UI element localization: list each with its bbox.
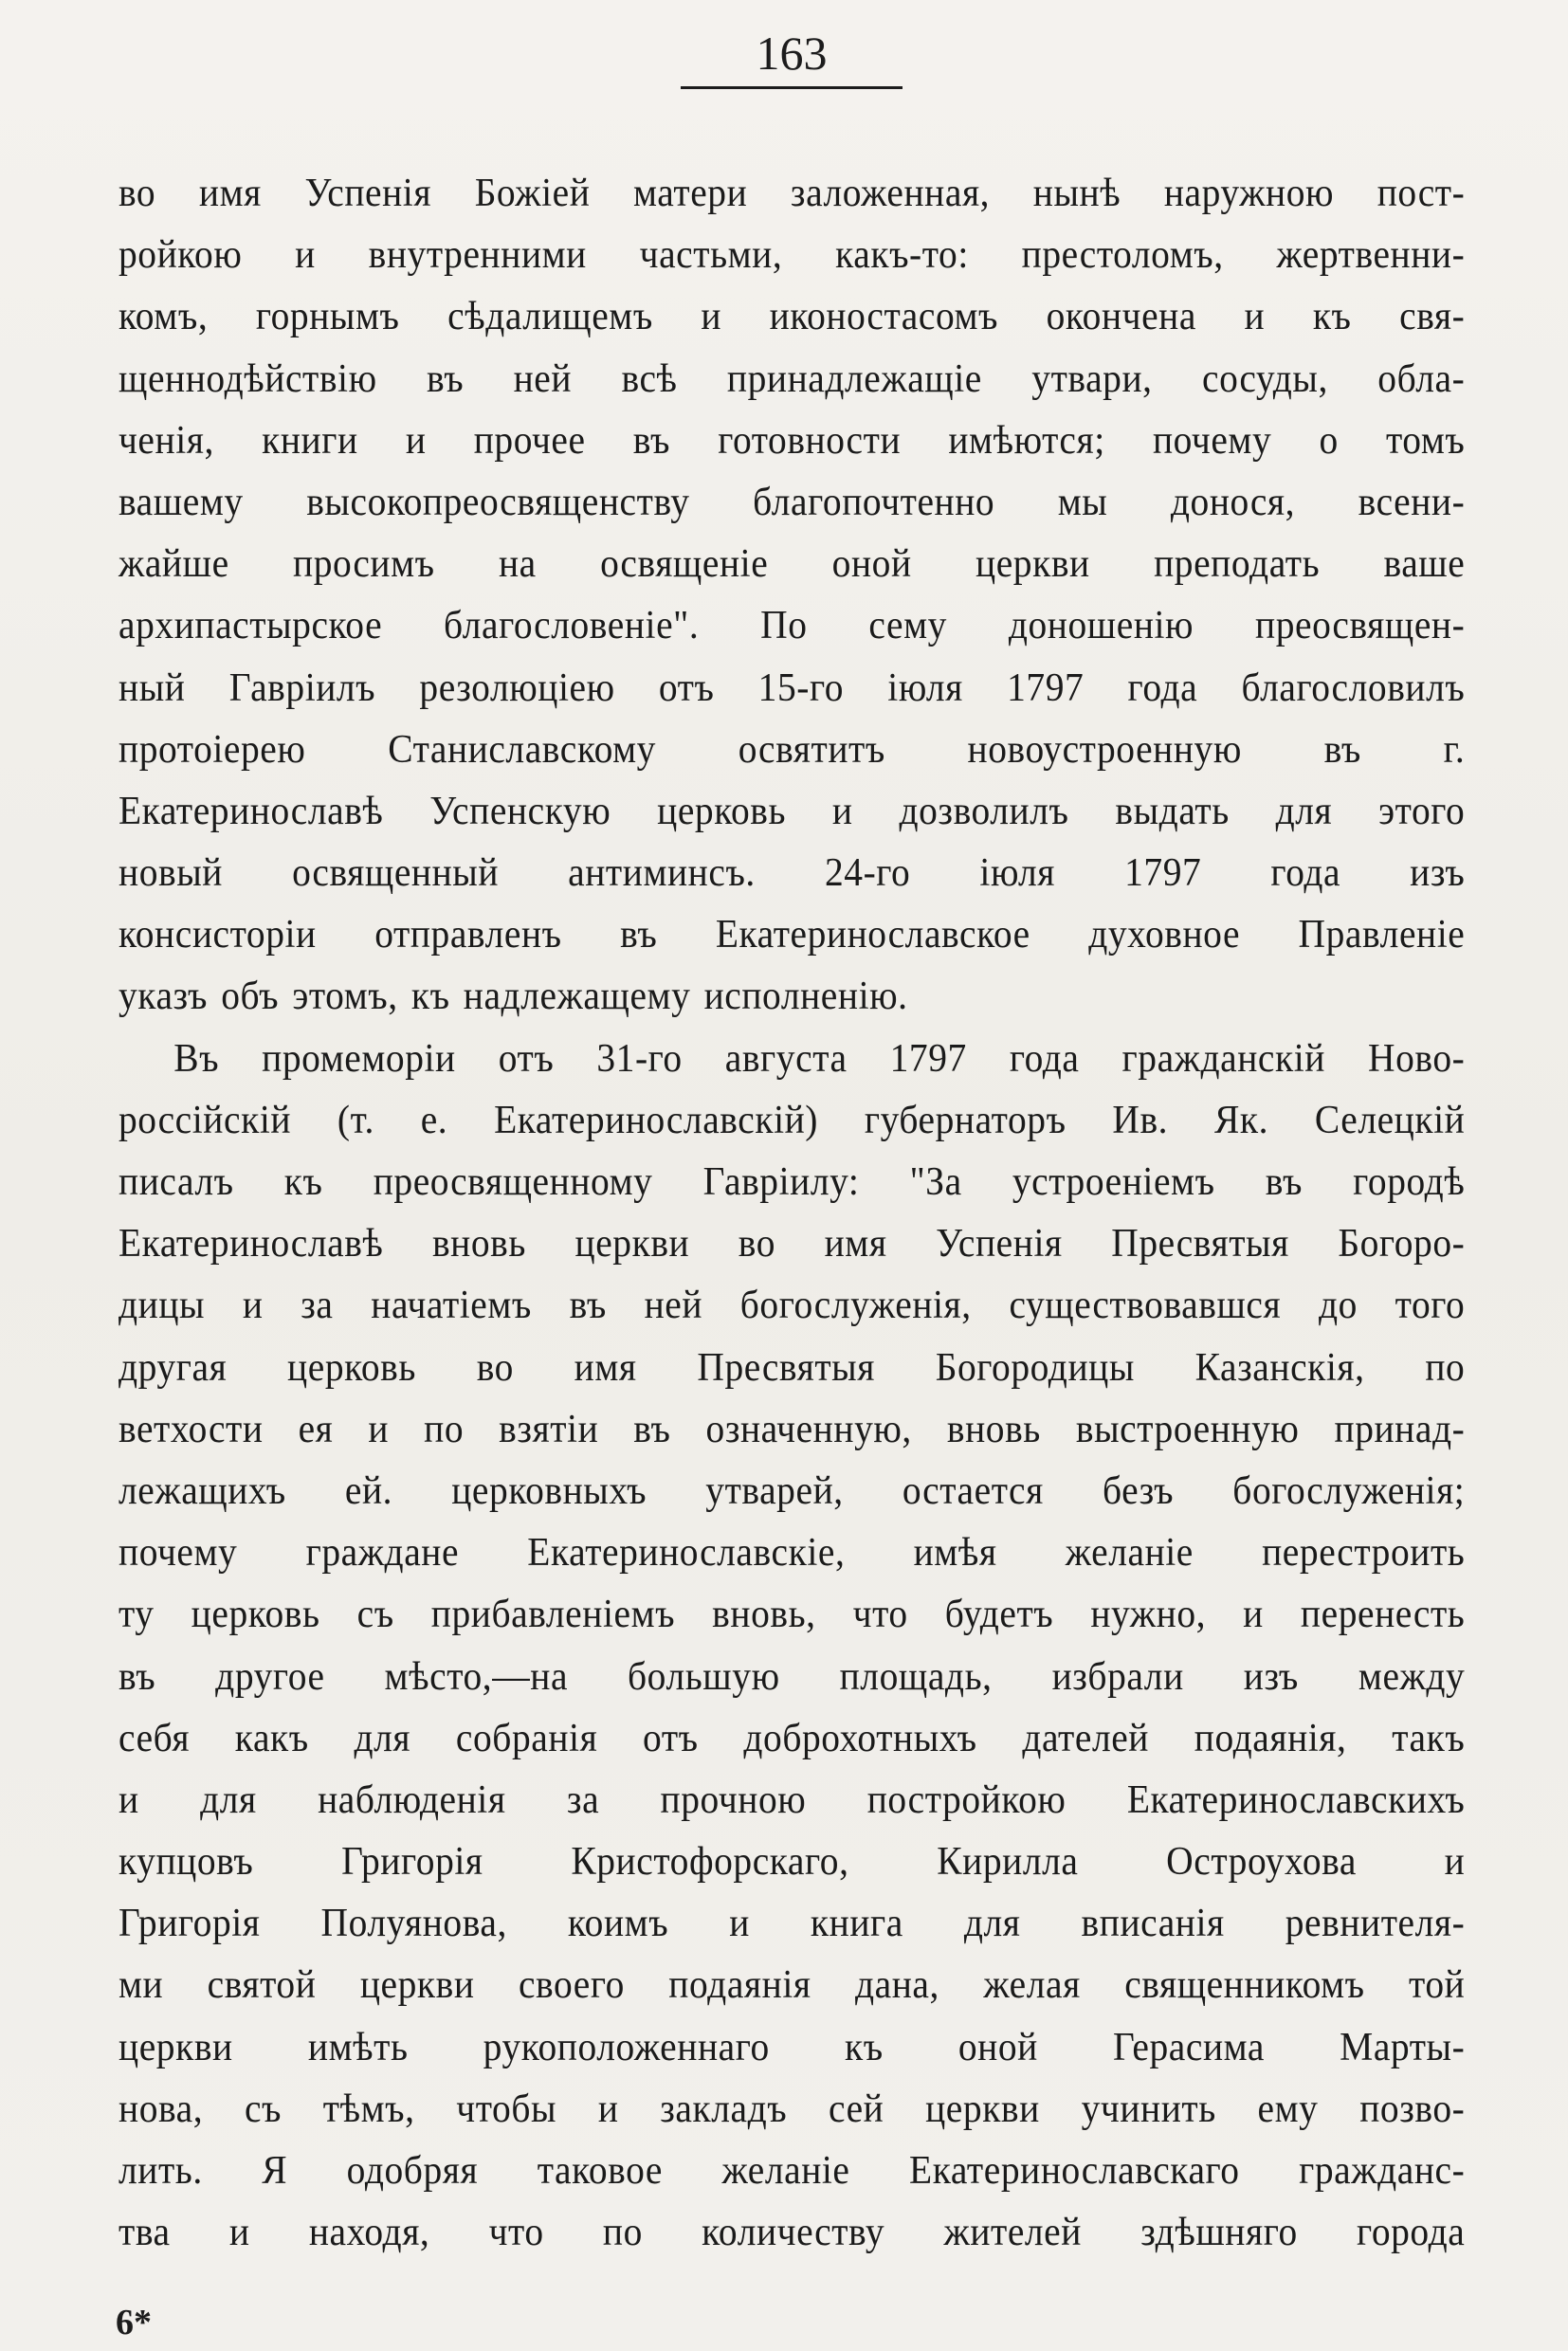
text-line: жайше просимъ на освященіе оной церкви преподать ваше [119,542,1466,587]
text-line: протоіерею Станиславскому освятитъ новоустроенную въ г. [119,727,1466,772]
text-line: ту церковь съ прибавленіемъ вновь, что будетъ нужно, и перенесть [119,1593,1466,1637]
text-line: консисторіи отправленъ въ Екатеринославское духовное Правленіе [119,913,1466,957]
text-line: дицы и за начатіемъ въ ней богослуженія, существовавшся до того [119,1284,1466,1328]
text-line: россійскій (т. е. Екатеринославскій) губернаторъ Ив. Як. Селецкій [119,1098,1466,1142]
text-line: указъ объ этомъ, къ надлежащему исполненію. [119,975,908,1019]
text-line: почему граждане Екатеринославскіе, имѣя желаніе перестроить [119,1531,1466,1576]
page-number: 163 [756,27,828,80]
text-line: себя какъ для собранія отъ доброхотныхъ дателей подаянія, такъ [119,1716,1466,1760]
text-line: новый освященный антиминсъ. 24-го іюля 1797 года изъ [119,851,1466,896]
text-line: ройкою и внутренними частьми, какъ-то: престоломъ, жертвенни- [119,233,1466,278]
text-line: лежащихъ ей. церковныхъ утварей, остается безъ богослуженія; [119,1468,1466,1513]
text-line: другая церковь во имя Пресвятыя Богородицы Казанскія, по [119,1345,1466,1390]
text-line: въ другое мѣсто,—на большую площадь, избрали изъ между [119,1654,1466,1699]
text-line: писалъ къ преосвященному Гавріилу: "За устроеніемъ въ городѣ [119,1160,1466,1204]
text-line: и для наблюденія за прочною постройкою Екатеринославскихъ [119,1777,1466,1822]
text-line: Въ промеморіи отъ 31-го августа 1797 года гражданскій Ново- [173,1036,1466,1081]
text-line: Екатеринославѣ Успенскую церковь и дозволилъ выдать для этого [119,789,1466,833]
text-line: церкви имѣть рукоположеннаго къ оной Герасима Марты- [119,2025,1466,2069]
text-line: комъ, горнымъ сѣдалищемъ и иконостасомъ окончена и къ свя- [119,295,1466,339]
text-line: купцовъ Григорія Кристофорскаго, Кирилла Остроухова и [119,1840,1466,1885]
text-line: ченія, книги и прочее въ готовности имѣются; почему о томъ [119,418,1466,463]
text-line: ный Гавріилъ резолюціею отъ 15-го іюля 1797 года благословилъ [119,665,1466,710]
signature-mark: 6* [116,2303,152,2342]
body-text [119,163,1465,2264]
text-line: нова, съ тѣмъ, чтобы и закладъ сей церкви учинить ему позво- [119,2087,1466,2131]
paragraph-1 [119,163,1465,1029]
text-line: ветхости ея и по взятіи въ означенную, вновь выстроенную принад- [119,1407,1466,1451]
page-number-rule [681,86,903,89]
text-line: во имя Успенія Божіей матери заложенная, нынѣ наружною пост- [119,172,1466,215]
text-line: вашему высокопреосвященству благопочтенно мы донося, всени- [119,480,1466,524]
text-line: лить. Я одобряя таковое желаніе Екатеринославскаго гражданс- [119,2149,1466,2193]
text-line: ми святой церкви своего подаянія дана, желая священникомъ той [119,1963,1466,2008]
text-line: щеннодѣйствію въ ней всѣ принадлежащіе утвари, сосуды, обла- [119,356,1466,401]
paragraph-2 [119,1029,1465,2265]
text-line: Екатеринославѣ вновь церкви во имя Успенія Пресвятыя Богоро- [119,1222,1466,1267]
text-line: Григорія Полуянова, коимъ и книга для вписанія ревнителя- [119,1902,1466,1946]
text-line: архипастырское благословеніе". По сему доношенію преосвящен- [119,604,1466,648]
text-line: тва и находя, что по количеству жителей здѣшняго города [119,2211,1466,2255]
